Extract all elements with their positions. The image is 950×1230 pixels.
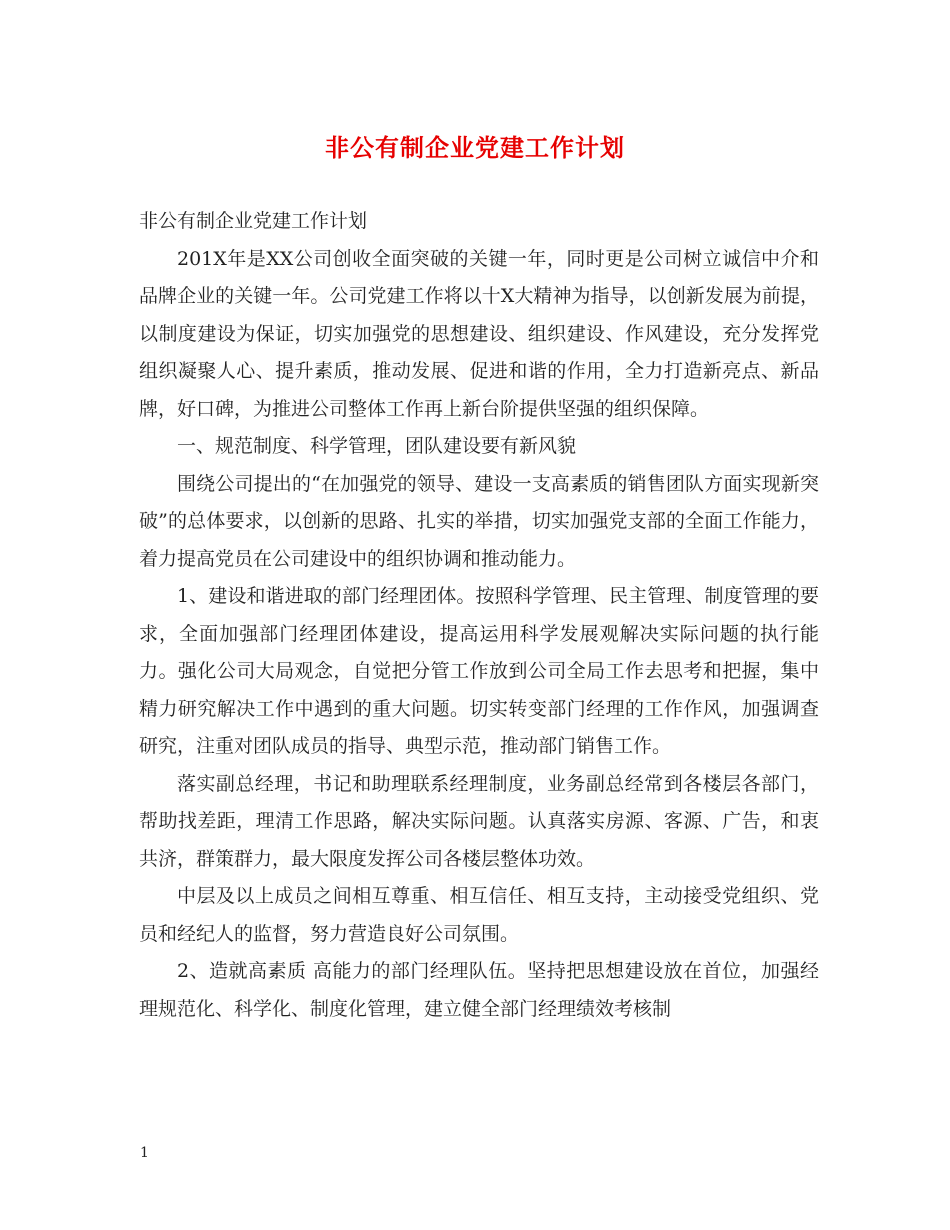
document-title: 非公有制企业党建工作计划	[325, 133, 625, 162]
section-heading-1: 一、规范制度、科学管理，团队建设要有新风貌	[177, 435, 577, 457]
paragraph: 1、建设和谐进取的部门经理团体。按照科学管理、民主管理、制度管理的要求，全面加强部门经理团体建设，提高运用科学发展观解决实际问题的执行能力。强化公司大局观念，自觉把分管工作放到公司全局工作去思考和把握，集中精力研究解决工作中遇到的重大问题。切实转变部门经理的工作作风，加强调查研究，注重对团队成员的指导、典型示范，推动部门销售工作。	[139, 585, 819, 757]
paragraph: 落实副总经理，书记和助理联系经理制度，业务副总经常到各楼层各部门，帮助找差距，理清工作思路，解决实际问题。认真落实房源、客源、广告，和衷共济，群策群力，最大限度发挥公司各楼层整体功效。	[139, 772, 819, 870]
paragraph: 中层及以上成员之间相互尊重、相互信任、相互支持，主动接受党组织、党员和经纪人的监督，努力营造良好公司氛围。	[139, 885, 819, 945]
document-body	[139, 203, 819, 1028]
page-number: 1	[140, 1145, 149, 1161]
paragraph: 围绕公司提出的“在加强党的领导、建设一支高素质的销售团队方面实现新突破”的总体要求，以创新的思路、扎实的举措，切实加强党支部的全面工作能力，着力提高党员在公司建设中的组织协调和推动能力。	[139, 472, 819, 570]
paragraph-subtitle: 非公有制企业党建工作计划	[139, 210, 368, 232]
paragraph: 2、造就高素质 高能力的部门经理队伍。坚持把思想建设放在首位，加强经理规范化、科学化、制度化管理，建立健全部门经理绩效考核制	[139, 960, 819, 1020]
paragraph-intro: 201X年是XX公司创收全面突破的关键一年，同时更是公司树立诚信中介和品牌企业的关键一年。公司党建工作将以十X大精神为指导，以创新发展为前提，以制度建设为保证，切实加强党的思想建设、组织建设、作风建设，充分发挥党组织凝聚人心、提升素质，推动发展、促进和谐的作用，全力打造新亮点、新品牌，好口碑，为推进公司整体工作再上新台阶提供坚强的组织保障。	[139, 247, 819, 420]
